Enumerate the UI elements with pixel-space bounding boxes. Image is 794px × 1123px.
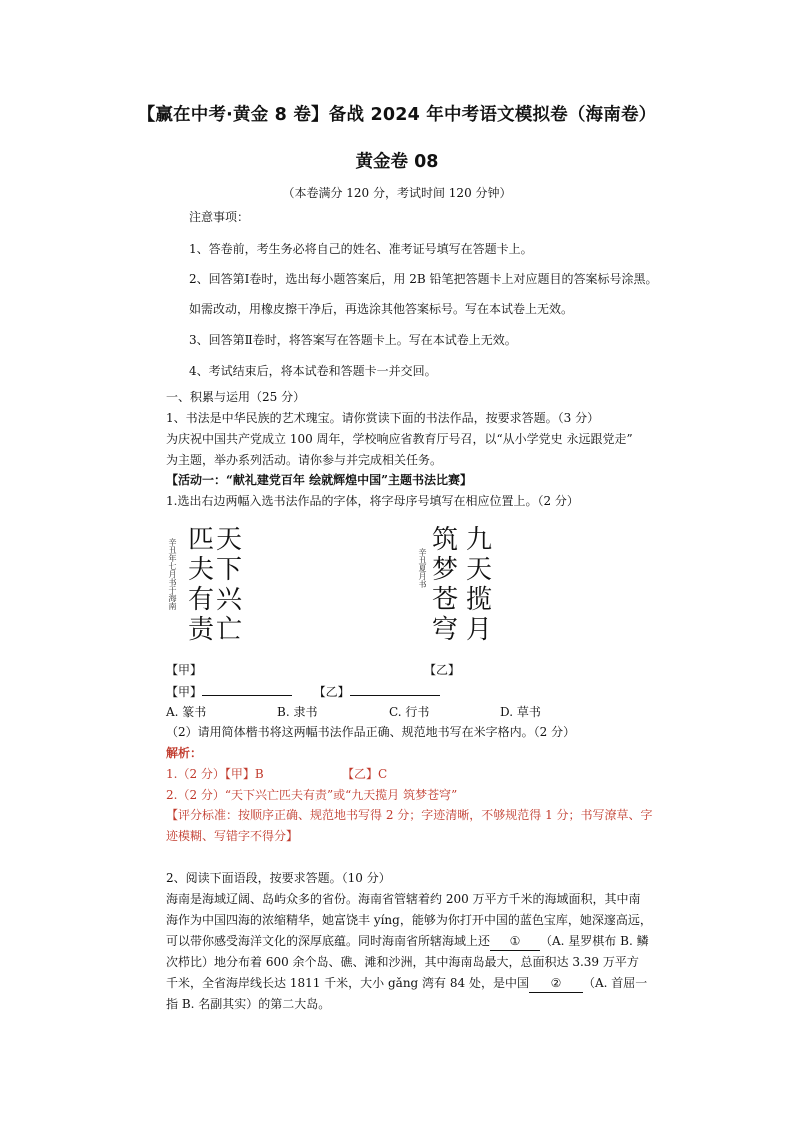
passage-text: （A. 星罗棋布 B. 鳞 [540, 934, 649, 948]
passage-line: 海南是海域辽阔、岛屿众多的省份。海南省管辖着约 200 万平方千米的海域面积，其中南 [166, 892, 641, 906]
calligraphy-inscription: 辛丑年七月书于海南 [168, 538, 177, 610]
exam-title: 【赢在中考·黄金 8 卷】备战 2024 年中考语文模拟卷（海南卷） [137, 105, 657, 125]
fill-label-jia: 【甲】 [166, 685, 203, 699]
calligraphy-inscription: 辛丑夏月书 [418, 548, 427, 588]
fill-label-yi: 【乙】 [313, 685, 350, 699]
calligraphy-char: 有 [188, 585, 215, 615]
passage-blank-2[interactable]: ② [529, 975, 583, 993]
notice-item: 1、答卷前，考生务必将自己的姓名、准考证号填写在答题卡上。 [189, 242, 533, 256]
answer-blank-yi[interactable] [350, 683, 440, 696]
passage-text: （A. 首屈一 [582, 976, 648, 990]
question-1-context: 为主题，举办系列活动。请你参与并完成相关任务。 [166, 453, 443, 467]
calligraphy-char: 苍 [432, 585, 459, 615]
calligraphy-jia [168, 524, 248, 644]
answer-1-jia: 1.（2 分）【甲】B [166, 767, 264, 781]
analysis-label: 解析： [166, 746, 203, 760]
answer-2: 2.（2 分）“天下兴亡匹夫有责”或“九天揽月 筑梦苍穹” [166, 788, 458, 802]
notice-heading: 注意事项： [189, 210, 250, 224]
calligraphy-char: 天 [466, 555, 493, 585]
passage-text: 千米，全省海岸线长达 1811 千米，大小 gǎng 湾有 84 处，是中国 [166, 976, 529, 990]
exam-subtitle: 黄金卷 08 [355, 152, 439, 172]
calligraphy-char: 穹 [432, 615, 459, 645]
option-c: C. 行书 [389, 705, 430, 719]
calligraphy-char: 夫 [188, 555, 215, 585]
option-a: A. 篆书 [166, 705, 207, 719]
score-note: （本卷满分 120 分，考试时间 120 分钟） [282, 186, 512, 200]
passage-line [166, 933, 649, 951]
activity-heading: 【活动一：“献礼建党百年 绘就辉煌中国”主题书法比赛】 [166, 473, 472, 487]
calligraphy-char: 天 [216, 525, 243, 555]
notice-item: 如需改动，用橡皮擦干净后，再选涂其他答案标号。写在本试卷上无效。 [189, 302, 574, 316]
question-1-context: 为庆祝中国共产党成立 100 周年，学校响应省教育厅号召，以“从小学党史 永远跟党走” [166, 432, 633, 446]
passage-text: 可以带你感受海洋文化的深厚底蕴。同时海南省所辖海域上还 [166, 934, 491, 948]
notice-item: 4、考试结束后，将本试卷和答题卡一并交回。 [189, 364, 437, 378]
calligraphy-char: 匹 [188, 525, 215, 555]
calligraphy-char: 月 [466, 615, 493, 645]
calligraphy-char: 责 [188, 615, 215, 645]
calligraphy-char: 梦 [432, 555, 459, 585]
section-heading: 一、积累与运用（25 分） [166, 390, 306, 404]
notice-item: 3、回答第Ⅱ卷时，将答案写在答题卡上。写在本试卷上无效。 [189, 333, 517, 347]
passage-line: 海作为中国四海的浓缩精华，她富饶丰 yíng，能够为你打开中国的蓝色宝库，她深邃高远， [166, 913, 652, 927]
passage-line: 指 B. 名副其实）的第二大岛。 [166, 997, 331, 1011]
rubric-line: 迹模糊、写错字不得分】 [166, 829, 299, 843]
calligraphy-char: 筑 [432, 525, 459, 555]
calligraphy-yi [416, 524, 506, 646]
calligraphy-label-jia: 【甲】 [166, 663, 203, 677]
option-d: D. 草书 [500, 705, 541, 719]
answer-blank-jia[interactable] [202, 683, 292, 696]
question-2-stem: 2、阅读下面语段，按要求答题。（10 分） [166, 871, 391, 885]
passage-line [166, 975, 647, 993]
calligraphy-label-yi: 【乙】 [424, 663, 461, 677]
calligraphy-char: 兴 [216, 585, 243, 615]
answer-1-yi: 【乙】C [342, 767, 388, 781]
option-b: B. 隶书 [277, 705, 318, 719]
passage-blank-1[interactable]: ① [490, 933, 540, 951]
question-1-sub2: （2）请用简体楷书将这两幅书法作品正确、规范地书写在米字格内。（2 分） [166, 725, 576, 739]
calligraphy-char: 下 [216, 555, 243, 585]
calligraphy-char: 九 [466, 525, 493, 555]
passage-line: 次栉比）地分布着 600 余个岛、礁、滩和沙洲，其中海南岛最大，总面积达 3.39 万平方 [166, 955, 639, 969]
question-1-sub1: 1.选出右边两幅入选书法作品的字体，将字母序号填写在相应位置上。（2 分） [166, 494, 579, 508]
calligraphy-char: 亡 [216, 615, 243, 645]
fill-row [166, 683, 440, 701]
rubric-line: 【评分标准：按顺序正确、规范地书写得 2 分；字迹清晰，不够规范得 1 分；书写潦草、字 [166, 808, 653, 822]
calligraphy-char: 揽 [466, 585, 493, 615]
notice-item: 2、回答第Ⅰ卷时，选出每小题答案后，用 2B 铅笔把答题卡上对应题目的答案标号涂黑。 [189, 272, 658, 286]
question-1-stem: 1、书法是中华民族的艺术瑰宝。请你赏读下面的书法作品，按要求答题。（3 分） [166, 411, 600, 425]
